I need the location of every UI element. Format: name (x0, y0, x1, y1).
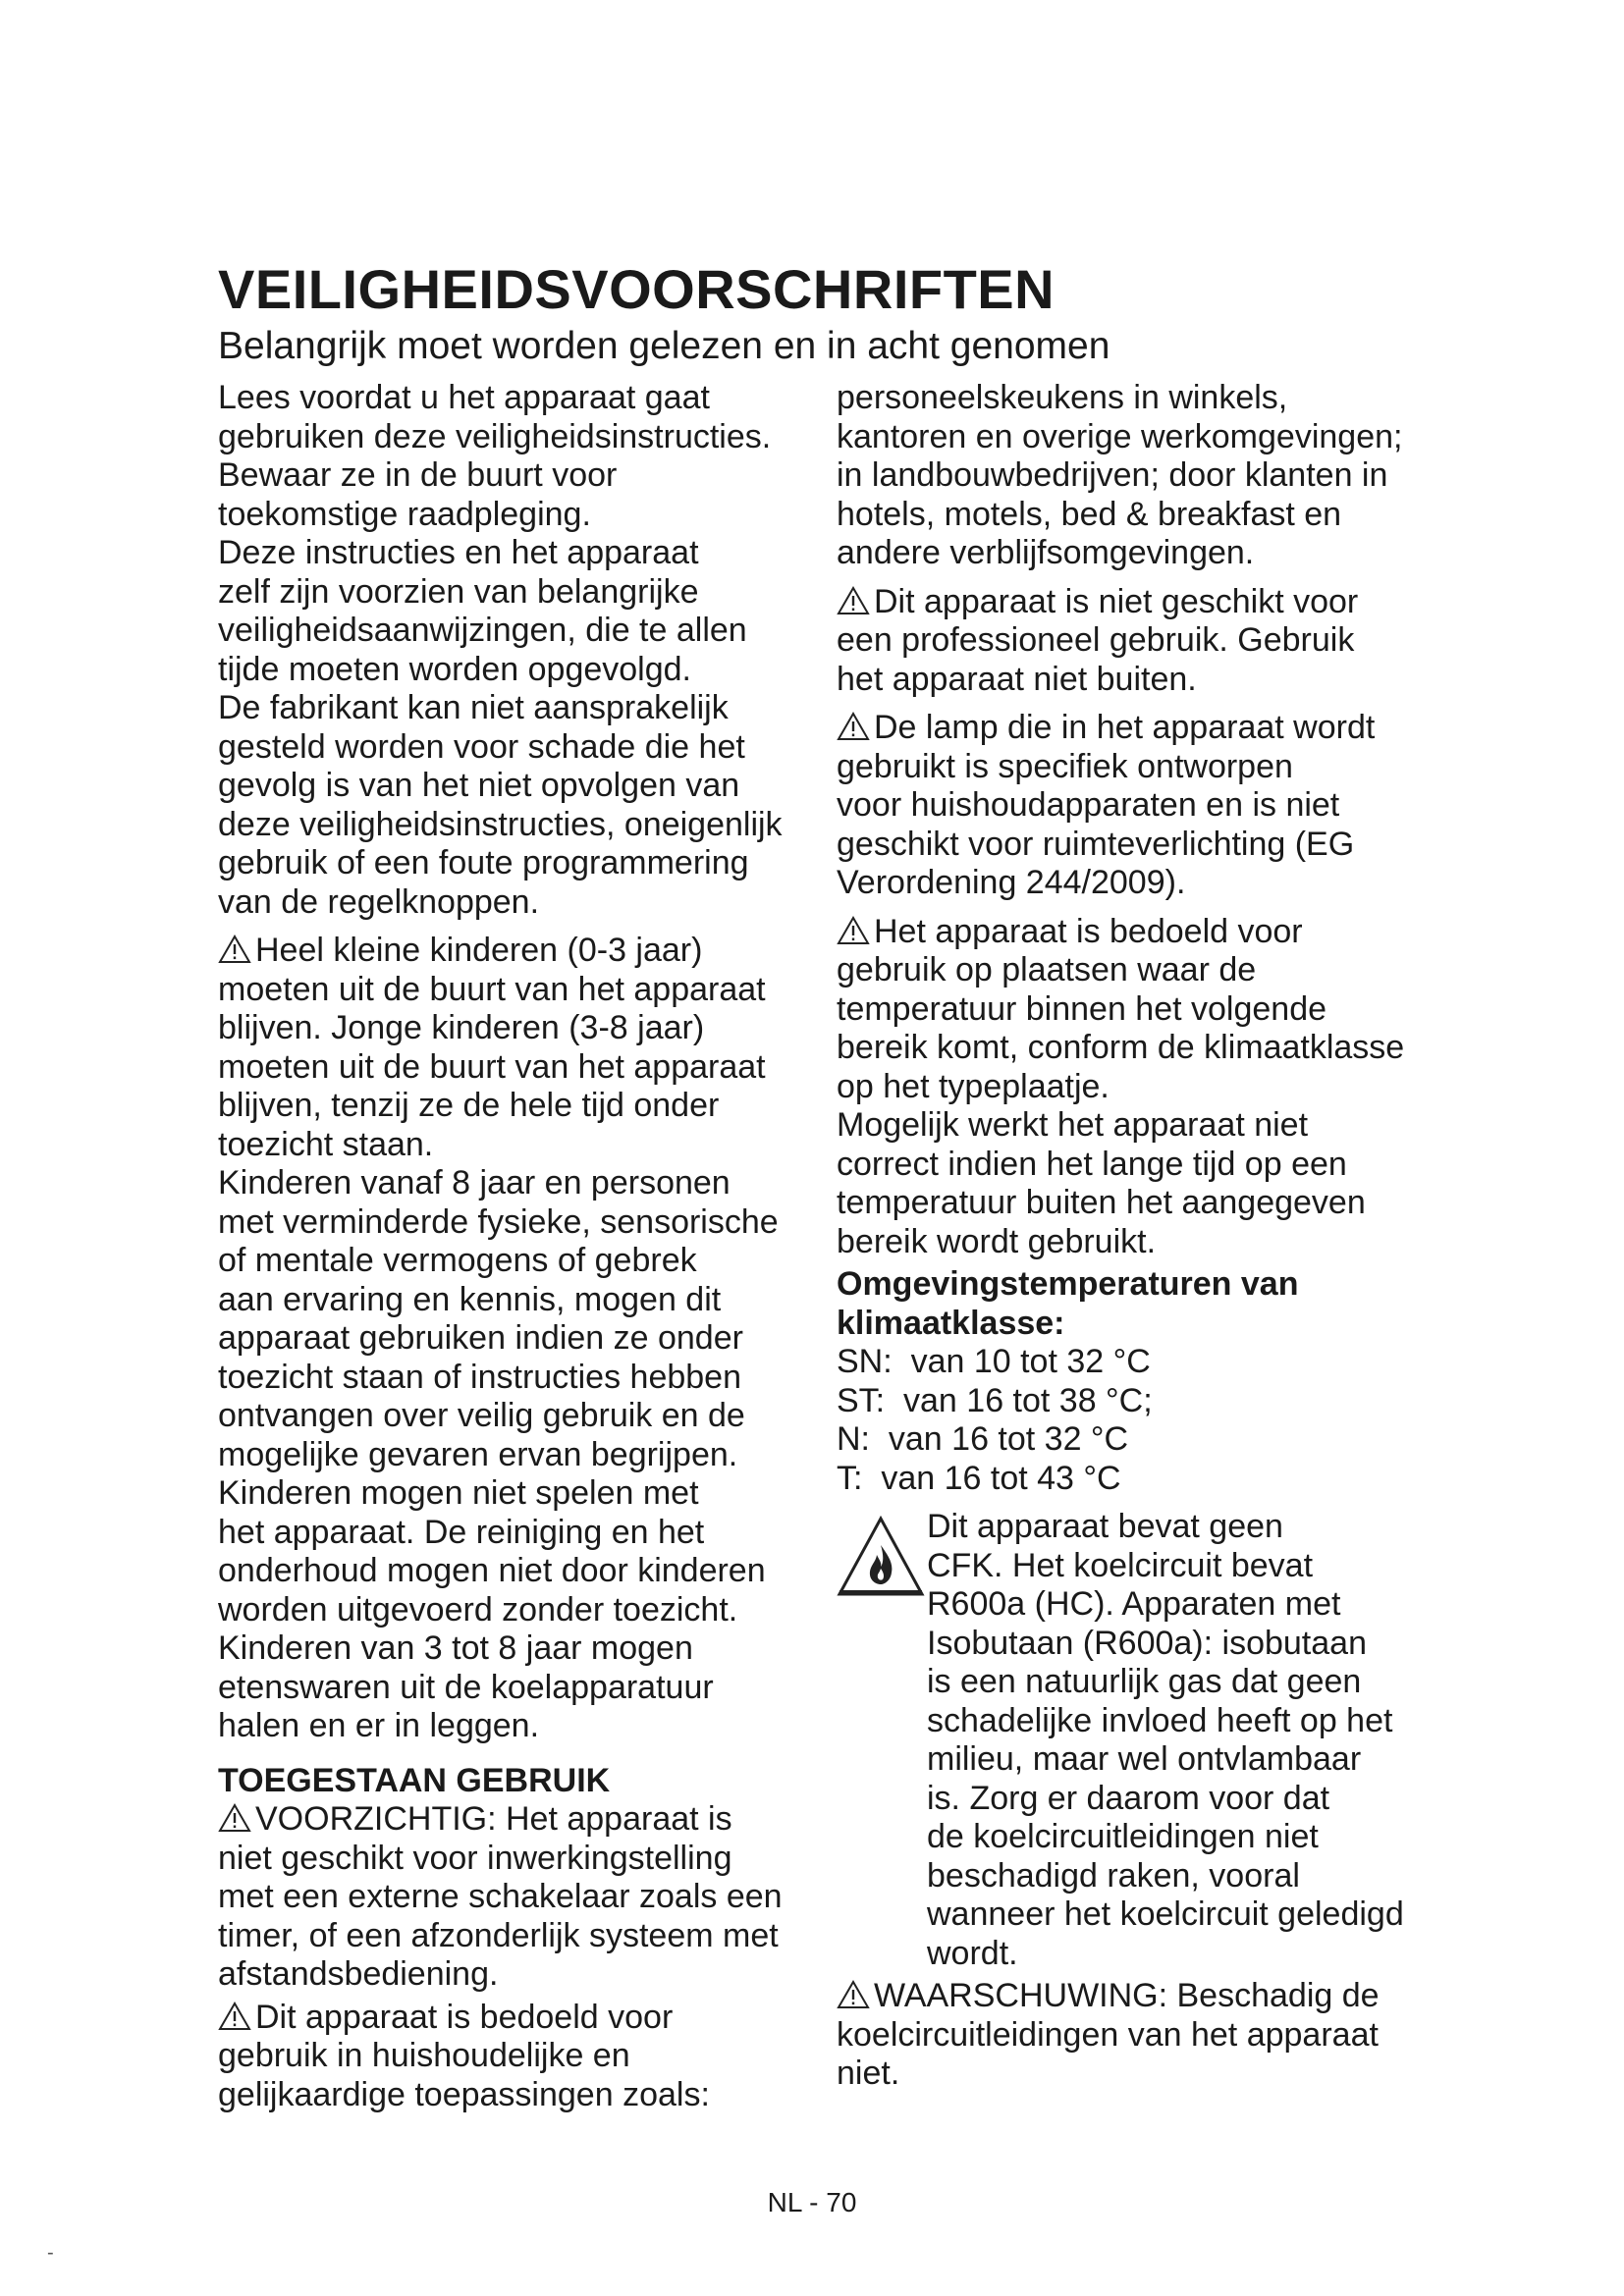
text-line: Kinderen vanaf 8 jaar en personen (218, 1164, 731, 1201)
text-line: wanneer het koelcircuit geledigd (927, 1896, 1404, 1933)
continuation-paragraph (837, 379, 1426, 573)
climate-class-item: T: van 16 tot 43 °C (837, 1459, 1121, 1497)
text-line: koelcircuitleidingen van het apparaat (837, 2015, 1379, 2054)
text-line (218, 1999, 817, 2038)
text-line: aan ervaring en kennis, mogen dit (218, 1280, 722, 1318)
text-line: gebruik of een foute programmering (218, 844, 749, 881)
text-line: blijven. Jonge kinderen (3-8 jaar) (218, 1009, 705, 1046)
right-column (837, 379, 1426, 2094)
text-line: beschadigd raken, vooral (927, 1856, 1300, 1895)
text-line: R600a (HC). Apparaten met (927, 1585, 1341, 1623)
text-line: in landbouwbedrijven; door klanten in (837, 456, 1388, 494)
text-line: gebruikt is specifiek ontworpen (837, 747, 1293, 785)
warning-triangle-icon (218, 934, 251, 964)
text-span: WAARSCHUWING: Beschadig de (874, 1977, 1380, 2014)
warning-triangle-icon (218, 1803, 251, 1833)
text-line: zelf zijn voorzien van belangrijke (218, 572, 699, 611)
warning-triangle-icon (837, 1980, 870, 2009)
text-line: De fabrikant kan niet aansprakelijk (218, 689, 729, 726)
text-line (218, 1800, 817, 1840)
text-line: voor huishoudapparaten en is niet (837, 786, 1340, 824)
text-line: Mogelijk werkt het apparaat niet (837, 1106, 1309, 1144)
text-line: toezicht staan. (218, 1125, 434, 1163)
text-line: de koelcircuitleidingen niet (927, 1818, 1319, 1855)
text-line: hotels, motels, bed & breakfast en (837, 495, 1342, 533)
climate-class-item: ST: van 16 tot 38 °C; (837, 1381, 1153, 1419)
text-line: etenswaren uit de koelapparatuur (218, 1668, 714, 1706)
lamp-paragraph (837, 709, 1426, 903)
text-span: Heel kleine kinderen (0-3 jaar) (255, 932, 703, 969)
warning-triangle-icon (837, 916, 870, 945)
page-title: VEILIGHEIDSVOORSCHRIFTEN (218, 258, 1056, 320)
section-heading: TOEGESTAAN GEBRUIK (218, 1761, 611, 1799)
text-line: wordt. (927, 1934, 1018, 1972)
text-line: Dit apparaat bevat geen (927, 1508, 1283, 1545)
text-line: of mentale vermogens of gebrek (218, 1242, 697, 1279)
text-line: niet. (837, 2055, 900, 2092)
text-line: van de regelknoppen. (218, 882, 540, 921)
text-span: Dit apparaat is niet geschikt voor (874, 582, 1359, 620)
page-number: NL - 70 (767, 2187, 857, 2217)
text-line: het apparaat. De reiniging en het (218, 1513, 705, 1551)
text-line: is een natuurlijk gas dat geen (927, 1663, 1362, 1700)
text-line: op het typeplaatje. (837, 1067, 1110, 1105)
text-line: worden uitgevoerd zonder toezicht. (218, 1590, 738, 1629)
text-line: deze veiligheidsinstructies, oneigenlijk (218, 805, 783, 843)
text-line: halen en er in leggen. (218, 1707, 540, 1744)
climate-heading: Omgevingstemperaturen van (837, 1265, 1299, 1303)
flammable-warning-icon (837, 1516, 925, 1598)
text-line: gesteld worden voor schade die het (218, 727, 745, 766)
text-line (218, 932, 817, 971)
warning-triangle-icon (837, 586, 870, 615)
text-line: bereik komt, conform de klimaatklasse (837, 1029, 1405, 1066)
corner-mark: - (47, 2242, 54, 2264)
text-line: Bewaar ze in de buurt voor (218, 456, 618, 494)
text-line: een professioneel gebruik. Gebruik (837, 621, 1355, 659)
warning-triangle-icon (837, 712, 870, 741)
text-line: gebruiken deze veiligheidsinstructies. (218, 417, 772, 455)
text-line: Isobutaan (R600a): isobutaan (927, 1624, 1367, 1662)
text-line: toekomstige raadpleging. (218, 495, 591, 533)
text-line (837, 709, 1426, 748)
text-line: het apparaat niet buiten. (837, 660, 1197, 698)
text-line: gebruik in huishoudelijke en (218, 2037, 630, 2074)
text-line: afstandsbediening. (218, 1955, 499, 1993)
text-line: ontvangen over veilig gebruik en de (218, 1397, 745, 1434)
text-line: onderhoud mogen niet door kinderen (218, 1552, 766, 1589)
text-line: moeten uit de buurt van het apparaat (218, 970, 766, 1008)
text-line: geschikt voor ruimteverlichting (EG (837, 825, 1355, 863)
text-line: milieu, maar wel ontvlambaar (927, 1740, 1362, 1778)
text-span: Het apparaat is bedoeld voor (874, 912, 1303, 950)
text-line: CFK. Het koelcircuit bevat (927, 1546, 1314, 1584)
text-line: temperatuur buiten het aangegeven (837, 1184, 1366, 1221)
climate-class-item: SN: van 10 tot 32 °C (837, 1343, 1151, 1380)
intro-paragraph (218, 379, 817, 922)
children-paragraph (218, 932, 817, 1746)
left-column (218, 379, 817, 2114)
text-line: mogelijke gevaren ervan begrijpen. (218, 1435, 738, 1473)
text-span: Dit apparaat is bedoeld voor (255, 1998, 674, 2036)
caution-paragraph (218, 1800, 817, 1995)
text-line: bereik wordt gebruikt. (837, 1222, 1157, 1260)
text-line: gevolg is van het niet opvolgen van (218, 767, 740, 804)
text-line: kantoren en overige werkomgevingen; (837, 417, 1403, 455)
text-line: Lees voordat u het apparaat gaat (218, 379, 710, 416)
text-line: correct indien het lange tijd op een (837, 1145, 1347, 1183)
text-span: De lamp die in het apparaat wordt (874, 709, 1376, 746)
page-subtitle: Belangrijk moet worden gelezen en in acht genomen (218, 325, 1110, 367)
text-line: blijven, tenzij ze de hele tijd onder (218, 1087, 720, 1124)
text-span: VOORZICHTIG: Het apparaat is (255, 1800, 732, 1838)
text-line: is. Zorg er daarom voor dat (927, 1779, 1330, 1817)
text-line: Deze instructies en het apparaat (218, 534, 699, 571)
text-line: Kinderen van 3 tot 8 jaar mogen (218, 1629, 693, 1667)
refrigerant-paragraph (837, 1508, 1426, 1973)
text-line: moeten uit de buurt van het apparaat (218, 1047, 766, 1086)
text-line (837, 1977, 1426, 2016)
text-line: gelijkaardige toepassingen zoals: (218, 2075, 710, 2113)
text-line: timer, of een afzonderlijk systeem met (218, 1916, 779, 1954)
text-line (837, 583, 1426, 622)
climate-class-list (837, 1343, 1426, 1498)
text-line: gebruik op plaatsen waar de (837, 951, 1257, 988)
text-line (837, 913, 1426, 952)
text-line: toezicht staan of instructies hebben (218, 1358, 741, 1396)
text-line: met verminderde fysieke, sensorische (218, 1202, 779, 1241)
text-line: Kinderen mogen niet spelen met (218, 1474, 699, 1512)
climate-heading: klimaatklasse: (837, 1304, 1065, 1342)
text-line: met een externe schakelaar zoals een (218, 1878, 783, 1915)
text-line: apparaat gebruiken indien ze onder (218, 1319, 743, 1357)
text-line: andere verblijfsomgevingen. (837, 534, 1255, 571)
text-line: veiligheidsaanwijzingen, die te allen (218, 612, 747, 649)
climate-paragraph (837, 913, 1426, 1262)
professional-paragraph (837, 583, 1426, 700)
warning-paragraph (837, 1977, 1426, 2094)
text-line: schadelijke invloed heeft op het (927, 1701, 1393, 1739)
text-line: temperatuur binnen het volgende (837, 989, 1327, 1028)
text-line: Verordening 244/2009). (837, 864, 1186, 901)
household-paragraph (218, 1999, 817, 2115)
text-line: niet geschikt voor inwerkingstelling (218, 1839, 732, 1877)
text-line: tijde moeten worden opgevolgd. (218, 650, 691, 688)
climate-class-item: N: van 16 tot 32 °C (837, 1420, 1129, 1458)
text-line: personeelskeukens in winkels, (837, 379, 1288, 416)
warning-triangle-icon (218, 2002, 251, 2031)
